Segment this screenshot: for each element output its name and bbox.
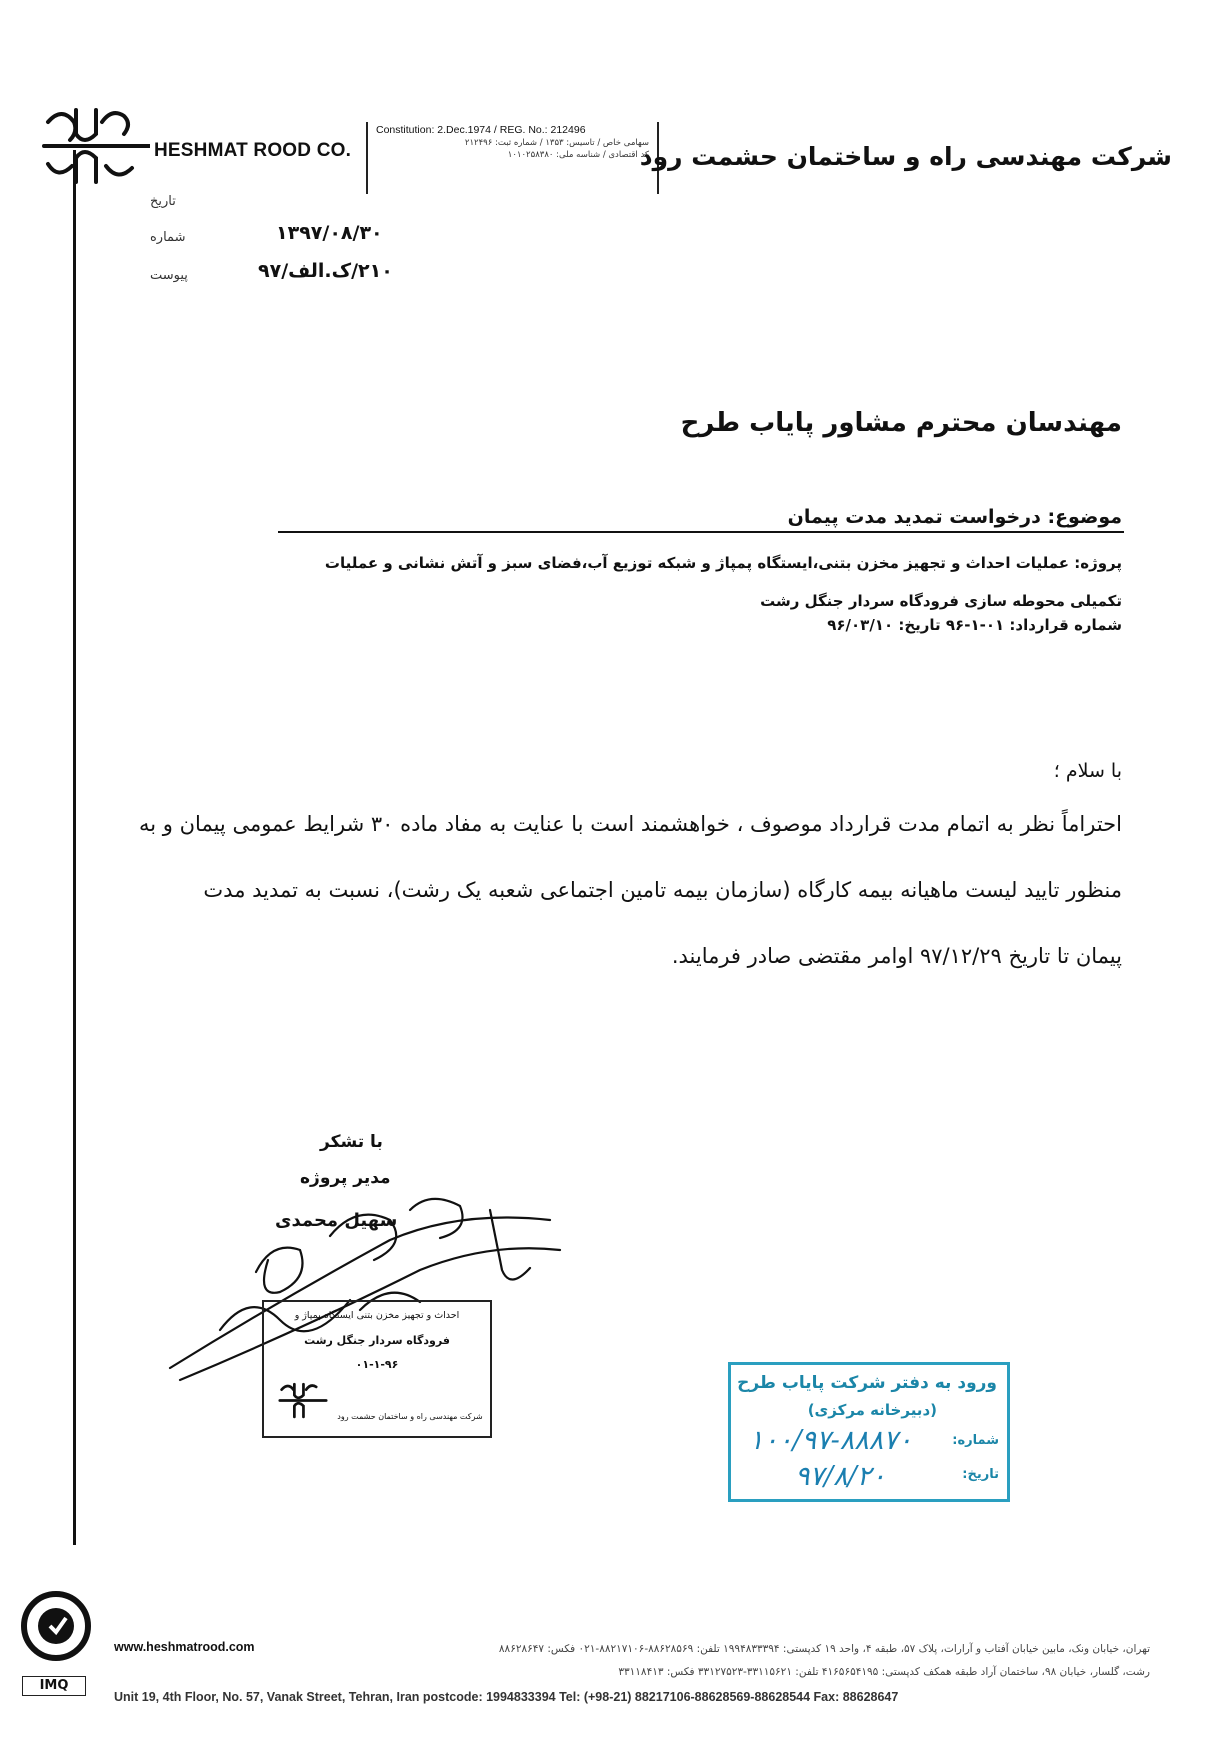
- company-name-en: HESHMAT ROOD CO.: [154, 140, 352, 161]
- company-website: www.heshmatrood.com: [114, 1640, 255, 1654]
- body-line-2: منظور تایید لیست ماهیانه بیمه کارگاه (سازمان بیمه تامین اجتماعی شعبه یک رشت)، نسبت به تمدید مدت: [203, 878, 1122, 902]
- subject-divider: [278, 531, 1124, 533]
- constitution-line: Constitution: 2.Dec.1974 / REG. No.: 212496: [376, 124, 586, 136]
- sgs-certification-icon: [20, 1590, 92, 1662]
- stamp-number-value: ۱۰۰/۹۷-۸۸۸۷۰: [749, 1425, 913, 1456]
- company-monogram-icon: [40, 102, 150, 192]
- attachment-label: پیوست: [150, 268, 188, 283]
- seal-monogram-icon: [278, 1378, 328, 1424]
- closing: با تشکر: [320, 1132, 383, 1152]
- seal-line-3: ۰۱-۱-۹۶: [355, 1358, 399, 1371]
- stamp-title: ورود به دفتر شرکت پایاب طرح: [737, 1373, 997, 1393]
- registration-fa-line-1: سهامی خاص / تاسیس: ۱۳۵۳ / شماره ثبت: ۲۱۲۴۹۶: [464, 138, 649, 148]
- project-description: پروژه: عملیات احداث و تجهیز مخزن بتنی،ایستگاه پمپاژ و شبکه توزیع آب،فضای سبز و آتش نشانی و عملیات تکمیلی محوطه سازی فرودگاه سردار جنگل رشت: [324, 554, 1122, 610]
- iso-tag: IMQ: [22, 1676, 86, 1696]
- seal-line-2: فرودگاه سردار جنگل رشت: [304, 1334, 450, 1347]
- seal-line-4: شرکت مهندسی راه و ساختمان حشمت رود: [337, 1412, 483, 1421]
- contract-number: شماره قرارداد: ۰۱-۱-۹۶ تاریخ: ۹۶/۰۳/۱۰: [827, 616, 1122, 634]
- greeting: با سلام ؛: [1053, 760, 1122, 782]
- company-name-fa: شرکت مهندسی راه و ساختمان حشمت رود: [639, 142, 1172, 171]
- company-seal: [262, 1300, 492, 1438]
- registration-box: [366, 122, 659, 194]
- attachment-value: ۲۱۰/ک.الف/۹۷: [258, 260, 393, 282]
- received-stamp: [728, 1362, 1010, 1502]
- body-line-3: پیمان تا تاریخ ۹۷/۱۲/۲۹ اوامر مقتضی صادر فرمایند.: [671, 944, 1122, 968]
- address-fa-tehran: تهران، خیابان ونک، مابین خیابان آفتاب و آرارات، پلاک ۵۷، طبقه ۴، واحد ۱۹ کدپستی: ۱۹۹۴۸۳۳۳۹۴ تلفن: ۸۸۶۲۸۵۶۹-۸۸۲۱۷۱۰۶-۰۲۱ فکس: ۸۸۶۲۸۶۴۷: [498, 1643, 1150, 1655]
- subject-line: موضوع: درخواست تمدید مدت پیمان: [787, 506, 1122, 528]
- addressee: مهندسان محترم مشاور پایاب طرح: [680, 408, 1122, 438]
- seal-line-1: احداث و تجهیز مخزن بتنی ایستگاه پمپاژ و: [294, 1310, 460, 1321]
- stamp-number-label: شماره:: [952, 1433, 999, 1448]
- date-label: تاریخ: [150, 194, 176, 209]
- number-value: ۱۳۹۷/۰۸/۳۰: [276, 222, 383, 244]
- address-fa-rasht: رشت، گلسار، خیابان ۹۸، ساختمان آراد طبقه همکف کدپستی: ۴۱۶۵۶۵۴۱۹۵ تلفن: ۳۳۱۱۵۶۲۱-۳۳۱۲۷۵۲۳ فکس: ۳۳۱۱۸۴۱۳: [618, 1666, 1150, 1678]
- left-margin-line: [73, 150, 76, 1545]
- stamp-subtitle: (دبیرخانه مرکزی): [807, 1401, 937, 1419]
- stamp-date-label: تاریخ:: [962, 1467, 999, 1482]
- signer-title: مدیر پروژه: [300, 1168, 391, 1188]
- body-line-1: احتراماً نظر به اتمام مدت قرارداد موصوف ، خواهشمند است با عنایت به مفاد ماده ۳۰ شرایط عمومی پیمان و به: [139, 812, 1122, 836]
- address-en: Unit 19, 4th Floor, No. 57, Vanak Street, Tehran, Iran postcode: 1994833394 Tel: (+98-21) 88217106-88628569-88628544 Fax: 88628647: [114, 1690, 899, 1704]
- number-label: شماره: [150, 230, 186, 245]
- stamp-date-value: ۹۷/۸/۲۰: [795, 1461, 886, 1492]
- registration-fa-line-2: کد اقتصادی / شناسه ملی: ۱۰۱۰۲۵۸۳۸۰: [507, 150, 649, 160]
- signer-name: سهیل محمدی: [275, 1210, 398, 1231]
